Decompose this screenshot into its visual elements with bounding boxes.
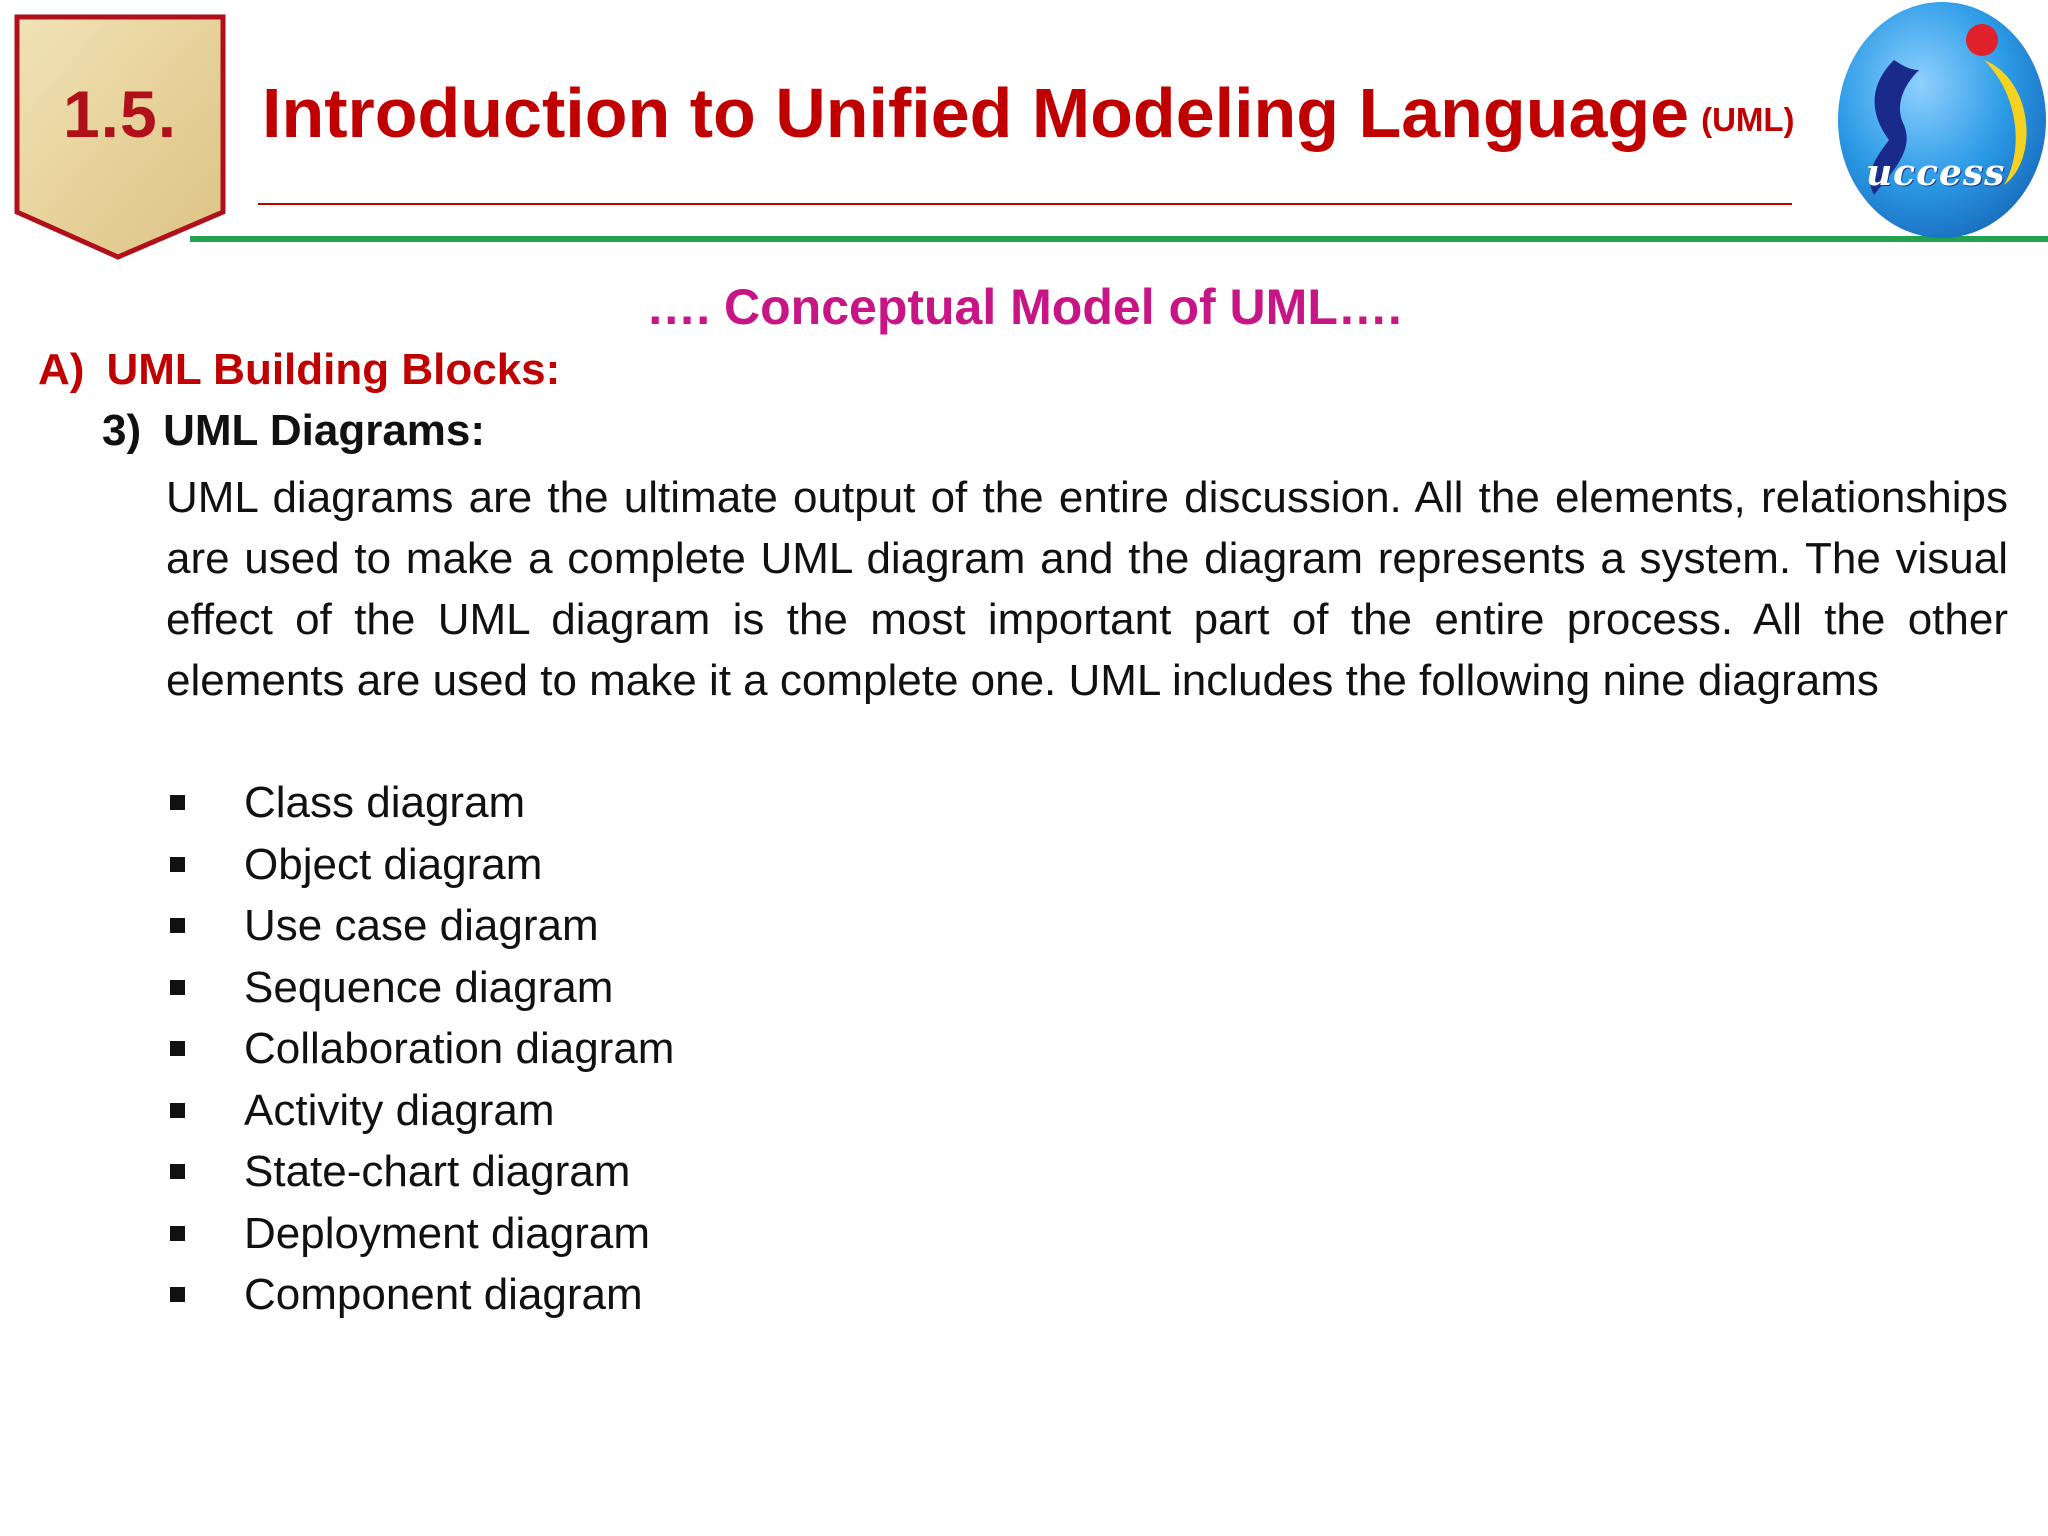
list-item-label: Collaboration diagram: [244, 1024, 675, 1073]
title-underline: [258, 203, 1792, 205]
list-item-label: Component diagram: [244, 1270, 643, 1319]
square-bullet-icon: [170, 980, 185, 995]
square-bullet-icon: [170, 857, 185, 872]
square-bullet-icon: [170, 1103, 185, 1118]
list-item: [166, 895, 674, 957]
square-bullet-icon: [170, 1041, 185, 1056]
sub-heading: [102, 406, 485, 456]
list-item-label: Object diagram: [244, 839, 543, 889]
list-item: [166, 1141, 674, 1203]
list-item: [166, 1080, 674, 1142]
page-title-suffix: (UML): [1701, 101, 1795, 138]
logo-emblem-icon: [1834, 0, 2048, 240]
square-bullet-icon: [170, 795, 185, 810]
square-bullet-icon: [170, 918, 185, 933]
sub-heading-label: 3): [102, 406, 142, 455]
square-bullet-icon: [170, 1226, 185, 1241]
list-item-label: Activity diagram: [244, 1085, 555, 1135]
list-item-label: State-chart diagram: [244, 1147, 631, 1196]
block-heading-label: A): [38, 345, 85, 394]
header-divider: [190, 236, 2048, 242]
square-bullet-icon: [170, 1164, 185, 1179]
section-number-badge: [14, 14, 226, 260]
list-item-label: Deployment diagram: [244, 1208, 650, 1258]
logo-wordmark: uccess: [1866, 152, 2006, 194]
description-paragraph: UML diagrams are the ultimate output of the entire discussion. All the elements, relationships are used to make a complete UML diagram and the diagram represents a system. The visual effect of the UML diagram is the most important part of the entire process. All the other elements are used to make it a complete one. UML includes the following nine diagrams: [166, 473, 2008, 705]
page-title-text: Introduction to Unified Modeling Language: [262, 74, 1690, 152]
list-item-label: Class diagram: [244, 778, 526, 827]
diagram-list: [166, 772, 674, 1326]
sub-heading-text: UML Diagrams:: [163, 406, 486, 455]
section-heading: …. Conceptual Model of UML….: [646, 279, 1402, 335]
list-item-label: Sequence diagram: [244, 962, 614, 1012]
list-item: [166, 957, 674, 1019]
block-heading: [38, 345, 560, 395]
success-logo: [1834, 0, 2048, 240]
list-item: [166, 1203, 674, 1265]
list-item-label: Use case diagram: [244, 901, 599, 950]
list-item: [166, 834, 674, 896]
page-title: [262, 70, 1795, 163]
block-heading-text: UML Building Blocks:: [106, 345, 561, 394]
section-number: 1.5.: [62, 77, 178, 151]
list-item: [166, 1264, 674, 1326]
list-item: [166, 1018, 674, 1080]
square-bullet-icon: [170, 1287, 185, 1302]
list-item: [166, 772, 674, 834]
